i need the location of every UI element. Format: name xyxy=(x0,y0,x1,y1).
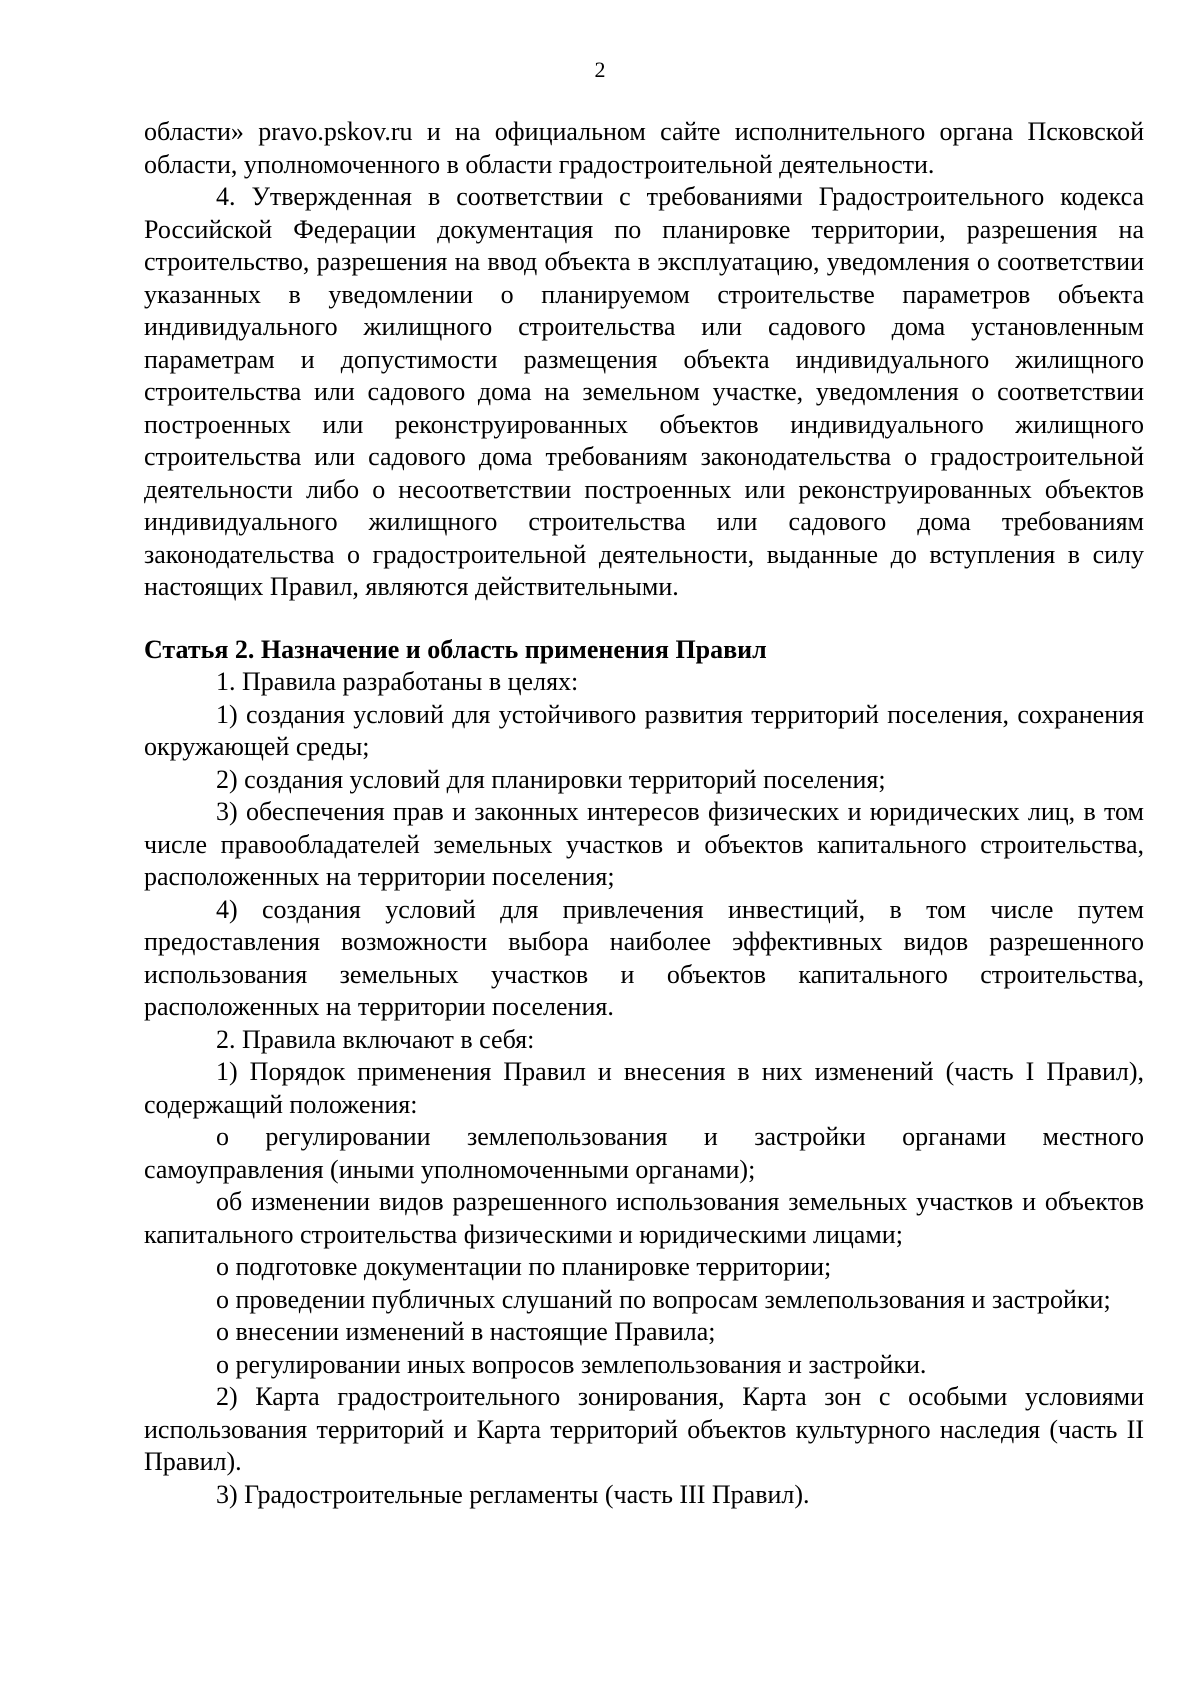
paragraph: 1. Правила разработаны в целях: xyxy=(216,667,579,696)
paragraph-continuation: области» pravo.pskov.ru и на официальном сайте исполнительного органа Псковской области, уполномоченного в области градостроительной деятельности. xyxy=(144,117,1144,179)
paragraph: 1) создания условий для устойчивого развития территорий поселения, сохранения окружающей среды; xyxy=(144,699,1144,761)
paragraph: о внесении изменений в настоящие Правила; xyxy=(216,1317,716,1346)
paragraph-item-4: 4. Утвержденная в соответствии с требованиями Градостроительного кодекса Российской Федерации документация по планировке территории, разрешения на строительство, разрешения на ввод объекта в эксплуатацию, уведомления о соответствии указанных в уведомлении о планируемом строительстве параметров объекта индивидуального жилищного строительства или садового дома установленным параметрам и допустимости размещения объекта индивидуального жилищного строительства или садового дома на земельном участке, уведомления о соответствии построенных или реконструированных объектов индивидуального жилищного строительства или садового дома требованиям законодательства о градостроительной деятельности либо о несоответствии построенных или реконструированных объектов индивидуального жилищного строительства или садового дома требованиям законодательства о градостроительной деятельности, выданные до вступления в силу настоящих Правил, являются действительными. xyxy=(144,182,1144,601)
paragraph: о проведении публичных слушаний по вопросам землепользования и застройки; xyxy=(216,1284,1111,1314)
paragraph: о регулировании землепользования и застройки органами местного самоуправления (иными уполномоченными органами); xyxy=(144,1122,1144,1184)
paragraph: об изменении видов разрешенного использования земельных участков и объектов капитального строительства физическими и юридическими лицами; xyxy=(144,1187,1144,1249)
paragraph: 1) Порядок применения Правил и внесения в них изменений (часть I Правил), содержащий положения: xyxy=(144,1057,1144,1119)
paragraph: о регулировании иных вопросов землепользования и застройки. xyxy=(216,1349,927,1379)
paragraph: 4) создания условий для привлечения инвестиций, в том числе путем предоставления возможности выбора наиболее эффективных видов разрешенного использования земельных участков и объектов капитального строительства, расположенных на территории поселения. xyxy=(144,894,1144,1021)
paragraph: 3) Градостроительные регламенты (часть III Правил). xyxy=(216,1479,810,1509)
paragraph: о подготовке документации по планировке территории; xyxy=(216,1252,832,1281)
paragraph: 3) обеспечения прав и законных интересов физических и юридических лиц, в том числе правообладателей земельных участков и объектов капитального строительства, расположенных на территории поселения; xyxy=(144,797,1144,891)
paragraph: 2) создания условий для планировки территорий поселения; xyxy=(216,764,886,794)
document-body xyxy=(144,116,1144,1511)
paragraph: 2) Карта градостроительного зонирования, Карта зон с особыми условиями использования территорий и Карта территорий объектов культурного наследия (часть II Правил). xyxy=(144,1382,1144,1476)
paragraph: 2. Правила включают в себя: xyxy=(216,1024,535,1054)
page-number: 2 xyxy=(594,57,606,82)
article-heading: Статья 2. Назначение и область применения Правил xyxy=(144,634,767,664)
